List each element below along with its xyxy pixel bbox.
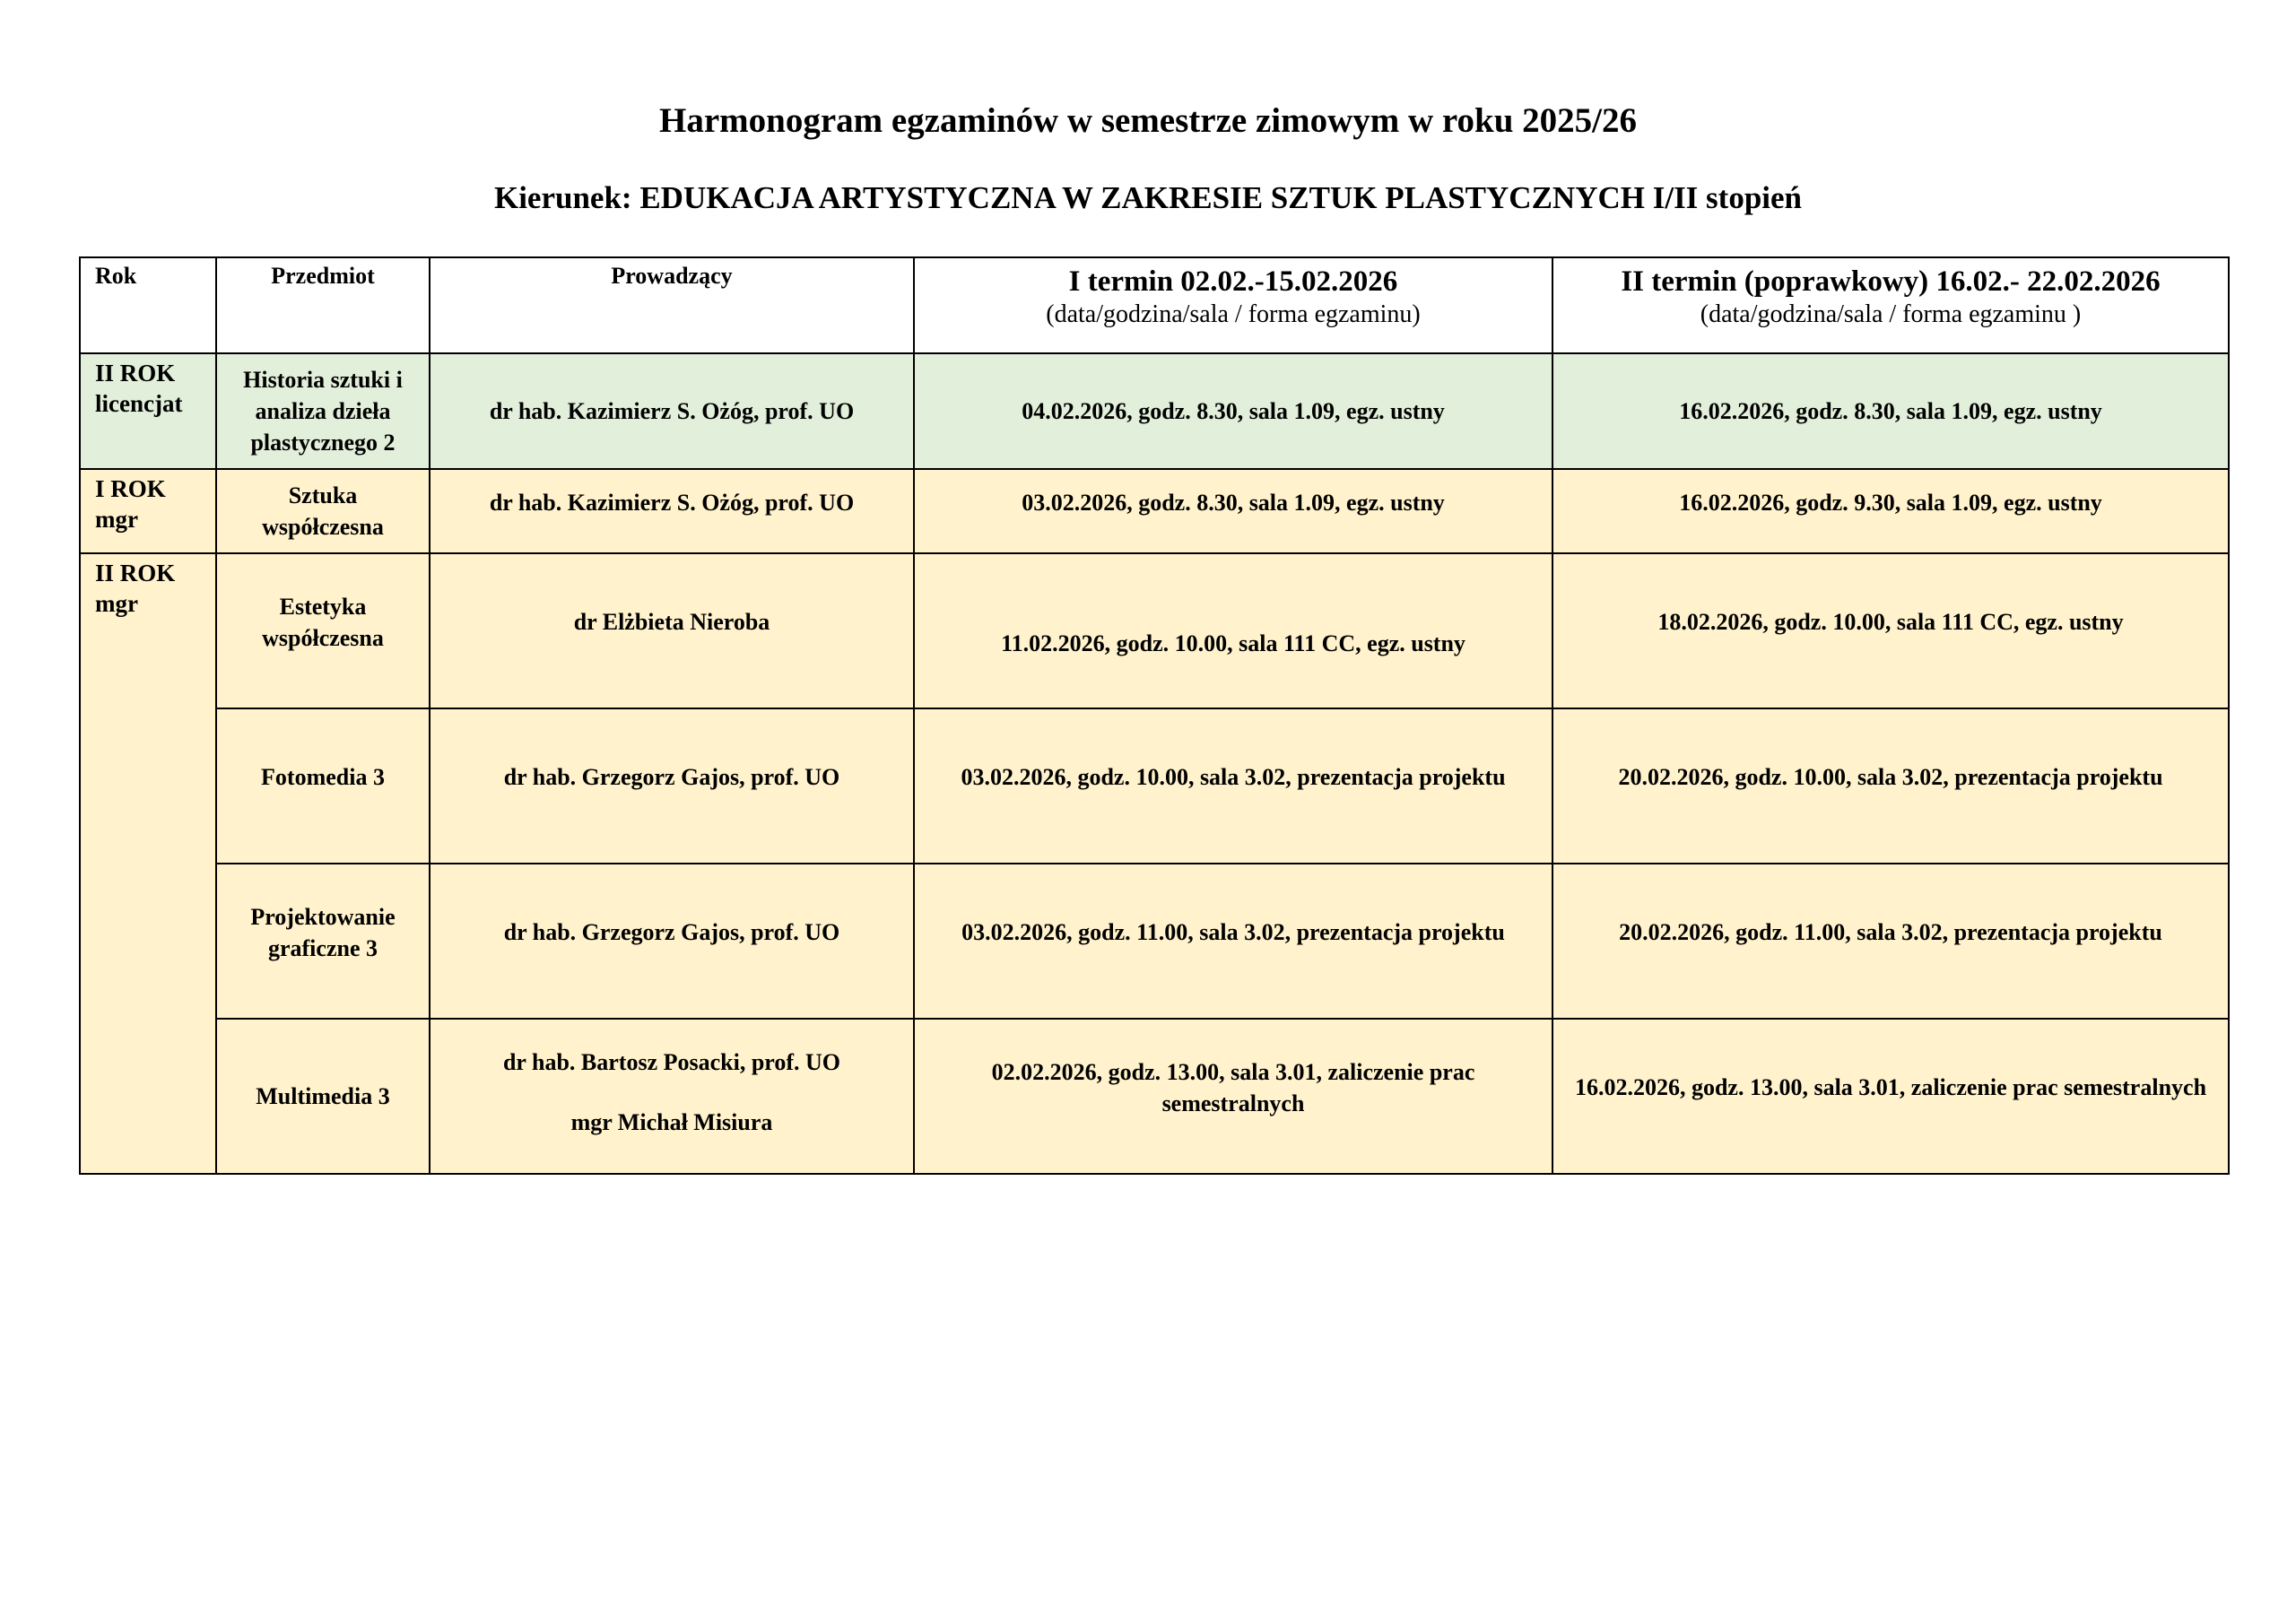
table-row [80,1019,2229,1174]
cell-termin-2 [1552,553,2229,708]
cell-termin-2-text: 18.02.2026, godz. 10.00, sala 111 CC, egz. ustny [1657,609,2124,635]
cell-prowadzacy [430,553,914,708]
table-row [80,708,2229,864]
header-prowadzacy: Prowadzący [430,257,914,353]
cell-prowadzacy [430,864,914,1019]
cell-prowadzacy [430,1019,914,1174]
cell-prowadzacy-line-1: dr hab. Bartosz Posacki, prof. UO [502,1048,841,1075]
cell-termin-2-text: 20.02.2026, godz. 11.00, sala 3.02, prezentacja projektu [1619,919,2162,945]
cell-prowadzacy: dr hab. Kazimierz S. Ożóg, prof. UO [430,353,914,469]
cell-rok: I ROK mgr [80,469,216,553]
cell-termin-1-text: 03.02.2026, godz. 10.00, sala 3.02, prezentacja projektu [961,764,1506,790]
cell-przedmiot: Sztuka współczesna [216,469,430,553]
cell-prowadzacy [430,708,914,864]
header-termin-1-subtitle: (data/godzina/sala / forma egzaminu) [1046,300,1421,328]
cell-termin-2-text: 20.02.2026, godz. 10.00, sala 3.02, prezentacja projektu [1618,764,2163,790]
cell-przedmiot-text: Projektowanie graficzne 3 [250,903,396,961]
cell-termin-1-text: 03.02.2026, godz. 11.00, sala 3.02, prezentacja projektu [961,919,1505,945]
table-row [80,353,2229,469]
cell-termin-2 [1552,864,2229,1019]
header-rok: Rok [80,257,216,353]
table-row [80,469,2229,553]
exam-schedule-table [79,256,2230,1175]
cell-termin-1 [914,708,1552,864]
cell-termin-1-text: 02.02.2026, godz. 13.00, sala 3.01, zaliczenie prac semestralnych [991,1058,1475,1116]
cell-termin-2 [1552,1019,2229,1174]
cell-prowadzacy [430,469,914,553]
header-termin-2-subtitle: (data/godzina/sala / forma egzaminu ) [1700,300,2082,328]
page-subtitle: Kierunek: EDUKACJA ARTYSTYCZNA W ZAKRESIE SZTUK PLASTYCZNYCH I/II stopień [493,180,1803,215]
cell-termin-1 [914,864,1552,1019]
cell-termin-1 [914,469,1552,553]
header-termin-2 [1552,257,2229,353]
cell-prowadzacy-text: dr hab. Kazimierz S. Ożóg, prof. UO [489,489,855,516]
header-termin-2-title: II termin (poprawkowy) 16.02.- 22.02.2026 [1621,265,2161,298]
table-row [80,553,2229,708]
cell-termin-1 [914,1019,1552,1174]
header-termin-1-title: I termin 02.02.-15.02.2026 [1068,265,1398,298]
cell-termin-2-text: 16.02.2026, godz. 9.30, sala 1.09, egz. ustny [1679,489,2102,516]
cell-przedmiot: Multimedia 3 [216,1019,430,1174]
table-row [80,864,2229,1019]
cell-przedmiot-text: Estetyka współczesna [262,593,384,651]
cell-rok: II ROK licencjat [80,353,216,469]
cell-prowadzacy-line-2: mgr Michał Misiura [570,1108,773,1135]
cell-termin-1 [914,553,1552,708]
cell-termin-1-text: 03.02.2026, godz. 8.30, sala 1.09, egz. ustny [1022,489,1445,516]
page-title: Harmonogram egzaminów w semestrze zimowym w roku 2025/26 [659,101,1637,140]
cell-termin-1: 04.02.2026, godz. 8.30, sala 1.09, egz. ustny [914,353,1552,469]
cell-termin-2 [1552,708,2229,864]
cell-przedmiot [216,553,430,708]
cell-przedmiot [216,708,430,864]
cell-przedmiot-text: Fotomedia 3 [261,764,385,790]
cell-przedmiot: Historia sztuki i analiza dzieła plastycznego 2 [216,353,430,469]
cell-prowadzacy-text: dr hab. Grzegorz Gajos, prof. UO [503,919,840,945]
cell-rok: II ROK mgr [80,553,216,1174]
table-header-row [80,257,2229,353]
cell-termin-2: 16.02.2026, godz. 8.30, sala 1.09, egz. ustny [1552,353,2229,469]
cell-prowadzacy-text: dr hab. Grzegorz Gajos, prof. UO [503,764,840,790]
header-przedmiot: Przedmiot [216,257,430,353]
cell-termin-2 [1552,469,2229,553]
header-termin-1 [914,257,1552,353]
cell-przedmiot [216,864,430,1019]
cell-termin-2-text: 16.02.2026, godz. 13.00, sala 3.01, zaliczenie prac semestralnych [1574,1074,2207,1100]
cell-prowadzacy-text: dr Elżbieta Nieroba [573,609,770,635]
cell-termin-1-text: 11.02.2026, godz. 10.00, sala 111 CC, egz. ustny [1001,630,1465,656]
